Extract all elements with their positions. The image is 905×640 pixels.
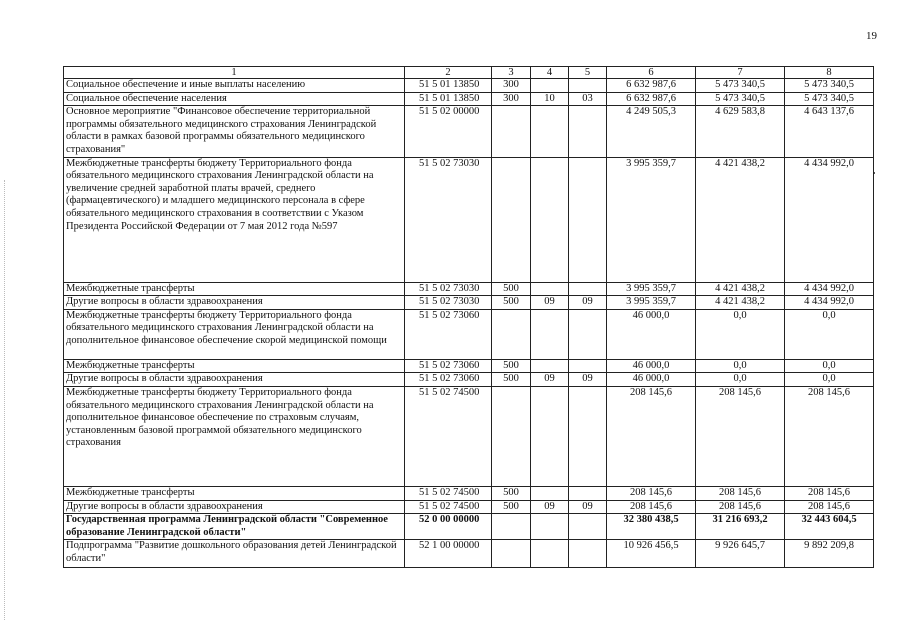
cell-c4: 09 — [531, 500, 569, 514]
cell-v8: 4 434 992,0 — [785, 157, 874, 282]
cell-name: Другие вопросы в области здравоохранения — [64, 500, 405, 514]
cell-c3 — [492, 540, 531, 568]
cell-v8: 0,0 — [785, 373, 874, 387]
cell-v7: 9 926 645,7 — [696, 540, 785, 568]
cell-v7: 4 421 438,2 — [696, 157, 785, 282]
cell-v6: 208 145,6 — [607, 386, 696, 486]
cell-name: Межбюджетные трансферты — [64, 359, 405, 373]
cell-c3: 500 — [492, 373, 531, 387]
cell-name: Межбюджетные трансферты бюджету Территориального фонда обязательного медицинского страхования Ленинградской области на дополнительное финансовое обеспечение скорой медицинской помощи — [64, 309, 405, 359]
cell-c5: 09 — [569, 500, 607, 514]
cell-c4 — [531, 486, 569, 500]
cell-name: Социальное обеспечение и иные выплаты населению — [64, 79, 405, 93]
cell-v6: 46 000,0 — [607, 373, 696, 387]
cell-c5 — [569, 386, 607, 486]
header-cell-7: 7 — [696, 67, 785, 79]
cell-code: 51 5 02 73030 — [405, 157, 492, 282]
cell-c3 — [492, 514, 531, 540]
cell-v7: 5 473 340,5 — [696, 79, 785, 93]
cell-v8: 4 434 992,0 — [785, 282, 874, 296]
cell-v7: 208 145,6 — [696, 500, 785, 514]
header-cell-1: 1 — [64, 67, 405, 79]
table-row — [64, 157, 874, 282]
cell-v6: 46 000,0 — [607, 309, 696, 359]
cell-c5: 09 — [569, 296, 607, 310]
header-cell-8: 8 — [785, 67, 874, 79]
cell-name: Социальное обеспечение населения — [64, 92, 405, 106]
scan-artifact-dots — [4, 180, 6, 620]
cell-v8: 0,0 — [785, 309, 874, 359]
cell-name: Межбюджетные трансферты — [64, 486, 405, 500]
table-row — [64, 514, 874, 540]
cell-c4 — [531, 282, 569, 296]
cell-v6: 3 995 359,7 — [607, 157, 696, 282]
cell-c5 — [569, 79, 607, 93]
cell-c4: 09 — [531, 296, 569, 310]
cell-c5 — [569, 106, 607, 157]
cell-code: 52 1 00 00000 — [405, 540, 492, 568]
table-row — [64, 106, 874, 157]
table-row — [64, 540, 874, 568]
cell-name: Подпрограмма "Развитие дошкольного образования детей Ленинградской области" — [64, 540, 405, 568]
cell-c5 — [569, 157, 607, 282]
table-row — [64, 373, 874, 387]
cell-v6: 208 145,6 — [607, 486, 696, 500]
cell-c5: 03 — [569, 92, 607, 106]
cell-c3: 500 — [492, 500, 531, 514]
cell-v6: 208 145,6 — [607, 500, 696, 514]
cell-c5 — [569, 486, 607, 500]
cell-c3 — [492, 157, 531, 282]
cell-v7: 4 629 583,8 — [696, 106, 785, 157]
cell-v8: 9 892 209,8 — [785, 540, 874, 568]
cell-c4: 09 — [531, 373, 569, 387]
cell-v8: 4 434 992,0 — [785, 296, 874, 310]
cell-c4 — [531, 359, 569, 373]
cell-c5 — [569, 540, 607, 568]
cell-v6: 3 995 359,7 — [607, 296, 696, 310]
cell-v7: 5 473 340,5 — [696, 92, 785, 106]
cell-v8: 0,0 — [785, 359, 874, 373]
cell-c5 — [569, 514, 607, 540]
cell-c3: 500 — [492, 296, 531, 310]
cell-c3: 300 — [492, 92, 531, 106]
header-cell-5: 5 — [569, 67, 607, 79]
cell-v7: 31 216 693,2 — [696, 514, 785, 540]
cell-v6: 10 926 456,5 — [607, 540, 696, 568]
cell-code: 51 5 02 74500 — [405, 386, 492, 486]
cell-v8: 4 643 137,6 — [785, 106, 874, 157]
cell-code: 51 5 02 73060 — [405, 373, 492, 387]
cell-v8: 32 443 604,5 — [785, 514, 874, 540]
page-number: 19 — [866, 30, 877, 42]
cell-v6: 46 000,0 — [607, 359, 696, 373]
header-row — [64, 67, 874, 79]
cell-c5 — [569, 359, 607, 373]
cell-v6: 32 380 438,5 — [607, 514, 696, 540]
cell-v6: 3 995 359,7 — [607, 282, 696, 296]
cell-c3: 500 — [492, 486, 531, 500]
cell-c3: 500 — [492, 359, 531, 373]
cell-v7: 0,0 — [696, 373, 785, 387]
cell-c4: 10 — [531, 92, 569, 106]
header-cell-2: 2 — [405, 67, 492, 79]
cell-c5 — [569, 309, 607, 359]
cell-name: Другие вопросы в области здравоохранения — [64, 296, 405, 310]
table-row — [64, 359, 874, 373]
cell-c4 — [531, 514, 569, 540]
header-cell-4: 4 — [531, 67, 569, 79]
cell-c4 — [531, 386, 569, 486]
cell-code: 52 0 00 00000 — [405, 514, 492, 540]
cell-v7: 4 421 438,2 — [696, 282, 785, 296]
header-cell-6: 6 — [607, 67, 696, 79]
header-cell-3: 3 — [492, 67, 531, 79]
cell-v7: 4 421 438,2 — [696, 296, 785, 310]
cell-v8: 5 473 340,5 — [785, 92, 874, 106]
cell-code: 51 5 02 00000 — [405, 106, 492, 157]
cell-c3 — [492, 309, 531, 359]
cell-c3: 300 — [492, 79, 531, 93]
cell-code: 51 5 02 73030 — [405, 296, 492, 310]
cell-name: Другие вопросы в области здравоохранения — [64, 373, 405, 387]
cell-c4 — [531, 106, 569, 157]
table-row — [64, 92, 874, 106]
cell-v6: 4 249 505,3 — [607, 106, 696, 157]
table-row — [64, 282, 874, 296]
table-row — [64, 486, 874, 500]
cell-code: 51 5 02 74500 — [405, 486, 492, 500]
table-row — [64, 296, 874, 310]
cell-v6: 6 632 987,6 — [607, 79, 696, 93]
cell-v8: 208 145,6 — [785, 500, 874, 514]
cell-code: 51 5 02 73060 — [405, 359, 492, 373]
cell-v7: 208 145,6 — [696, 386, 785, 486]
cell-c3: 500 — [492, 282, 531, 296]
cell-c4 — [531, 157, 569, 282]
table-row — [64, 309, 874, 359]
table-row — [64, 500, 874, 514]
cell-v6: 6 632 987,6 — [607, 92, 696, 106]
cell-name: Межбюджетные трансферты бюджету Территориального фонда обязательного медицинского страхования Ленинградской области на увеличение средней заработной платы врачей, среднего (фармацевтического) и младшего медицинского персонала в сфере обязательного медицинского страхования в соответствии с Указом Президента Российской Федерации от 7 мая 2012 года №597 — [64, 157, 405, 282]
cell-code: 51 5 02 73060 — [405, 309, 492, 359]
cell-name: Государственная программа Ленинградской области "Современное образование Ленинградской области" — [64, 514, 405, 540]
cell-code: 51 5 02 73030 — [405, 282, 492, 296]
cell-code: 51 5 02 74500 — [405, 500, 492, 514]
budget-table — [63, 66, 874, 568]
table-row — [64, 79, 874, 93]
cell-v8: 208 145,6 — [785, 486, 874, 500]
cell-name: Межбюджетные трансферты бюджету Территориального фонда обязательного медицинского страхования Ленинградской области на дополнительное финансовое обеспечение по страховым случаям, установленным базовой программой обязательного медицинского страхования — [64, 386, 405, 486]
cell-v7: 0,0 — [696, 359, 785, 373]
cell-c3 — [492, 106, 531, 157]
budget-table-container — [63, 66, 873, 568]
cell-v7: 208 145,6 — [696, 486, 785, 500]
cell-c4 — [531, 540, 569, 568]
cell-c5 — [569, 282, 607, 296]
cell-name: Основное мероприятие "Финансовое обеспечение территориальной программы обязательного медицинского страхования Ленинградской области в рамках базовой программы обязательного медицинского страхования" — [64, 106, 405, 157]
cell-c3 — [492, 386, 531, 486]
cell-c4 — [531, 79, 569, 93]
cell-code: 51 5 01 13850 — [405, 79, 492, 93]
cell-c4 — [531, 309, 569, 359]
cell-code: 51 5 01 13850 — [405, 92, 492, 106]
cell-v8: 5 473 340,5 — [785, 79, 874, 93]
cell-name: Межбюджетные трансферты — [64, 282, 405, 296]
cell-c5: 09 — [569, 373, 607, 387]
table-row — [64, 386, 874, 486]
cell-v8: 208 145,6 — [785, 386, 874, 486]
cell-v7: 0,0 — [696, 309, 785, 359]
